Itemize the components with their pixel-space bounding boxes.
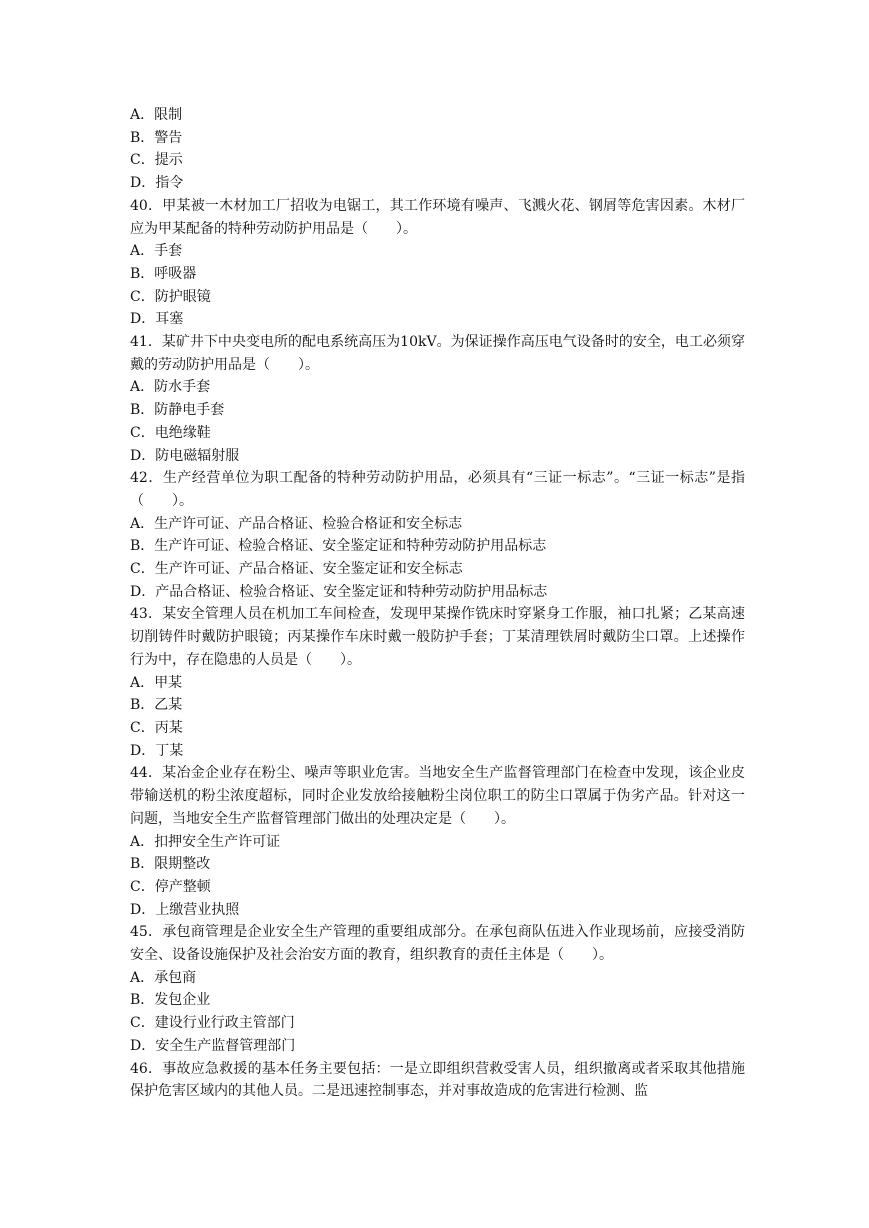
question-stem: 41．某矿井下中央变电所的配电系统高压为10kV。为保证操作高压电气设备时的安全，电工必须穿戴的劳动防护用品是（ ）。 bbox=[130, 334, 745, 373]
option-c: C．停产整顿 bbox=[130, 878, 211, 895]
question-45 bbox=[130, 921, 745, 1057]
option-a: A．限制 bbox=[130, 107, 183, 123]
option-a: A．承包商 bbox=[130, 969, 197, 986]
question-stem: 44．某冶金企业存在粉尘、噪声等职业危害。当地安全生产监督管理部门在检查中发现，该企业皮带输送机的粉尘浓度超标，同时企业发放给接触粉尘岗位职工的防尘口罩属于伪劣产品。针对这一问题，当地安全生产监督管理部门做出的处理决定是（ ）。 bbox=[130, 765, 745, 827]
option-a: A．生产许可证、产品合格证、检验合格证和安全标志 bbox=[130, 515, 463, 532]
question-stem: 40．甲某被一木材加工厂招收为电锯工，其工作环境有噪声、飞溅火花、钢屑等危害因素。木材厂应为甲某配备的特种劳动防护用品是（ ）。 bbox=[130, 197, 745, 237]
document-body bbox=[130, 104, 745, 1103]
question-43 bbox=[130, 603, 745, 762]
option-d: D．上缴营业执照 bbox=[130, 901, 240, 918]
question-40 bbox=[130, 195, 745, 331]
option-b: B．乙某 bbox=[130, 697, 183, 714]
option-b: B．警告 bbox=[130, 129, 183, 146]
question-44 bbox=[130, 762, 745, 921]
option-b: B．防静电手套 bbox=[130, 402, 225, 419]
option-d: D．安全生产监督管理部门 bbox=[130, 1037, 296, 1054]
option-c: C．生产许可证、产品合格证、安全鉴定证和安全标志 bbox=[130, 561, 463, 578]
option-a: A．手套 bbox=[130, 243, 183, 260]
option-d: D．产品合格证、检验合格证、安全鉴定证和特种劳动防护用品标志 bbox=[130, 583, 548, 600]
option-c: C．丙某 bbox=[130, 719, 183, 736]
question-39 bbox=[130, 104, 745, 195]
option-a: A．甲某 bbox=[130, 674, 183, 691]
question-46 bbox=[130, 1058, 745, 1103]
question-stem: 46．事故应急救援的基本任务主要包括：一是立即组织营救受害人员，组织撤离或者采取其他措施保护危害区域内的其他人员。二是迅速控制事态，并对事故造成的危害进行检测、监 bbox=[130, 1060, 745, 1100]
option-a: A．扣押安全生产许可证 bbox=[130, 833, 281, 850]
question-42 bbox=[130, 467, 745, 603]
option-d: D．指令 bbox=[130, 175, 184, 192]
question-stem: 45．承包商管理是企业安全生产管理的重要组成部分。在承包商队伍进入作业现场前，应接受消防安全、设备设施保护及社会治安方面的教育，组织教育的责任主体是（ ）。 bbox=[130, 924, 745, 964]
option-b: B．发包企业 bbox=[130, 992, 211, 1009]
option-d: D．防电磁辐射服 bbox=[130, 447, 240, 464]
option-c: C．提示 bbox=[130, 152, 183, 169]
option-d: D．丁某 bbox=[130, 742, 184, 759]
option-b: B．限期整改 bbox=[130, 856, 211, 873]
option-c: C．电绝缘鞋 bbox=[130, 424, 211, 441]
option-c: C．建设行业行政主管部门 bbox=[130, 1015, 295, 1032]
option-b: B．生产许可证、检验合格证、安全鉴定证和特种劳动防护用品标志 bbox=[130, 538, 547, 555]
option-c: C．防护眼镜 bbox=[130, 288, 211, 305]
option-b: B．呼吸器 bbox=[130, 265, 197, 282]
option-d: D．耳塞 bbox=[130, 311, 184, 328]
question-stem: 43．某安全管理人员在机加工车间检查，发现甲某操作铣床时穿紧身工作服，袖口扎紧；乙某高速切削铸件时戴防护眼镜；丙某操作车床时戴一般防护手套；丁某清理铁屑时戴防尘口罩。上述操作行为中，存在隐患的人员是（ ）。 bbox=[130, 606, 745, 668]
option-a: A．防水手套 bbox=[130, 379, 211, 396]
question-stem: 42．生产经营单位为职工配备的特种劳动防护用品，必须具有“三证一标志”。“三证一标志”是指（ ）。 bbox=[130, 470, 745, 509]
question-41 bbox=[130, 331, 745, 467]
